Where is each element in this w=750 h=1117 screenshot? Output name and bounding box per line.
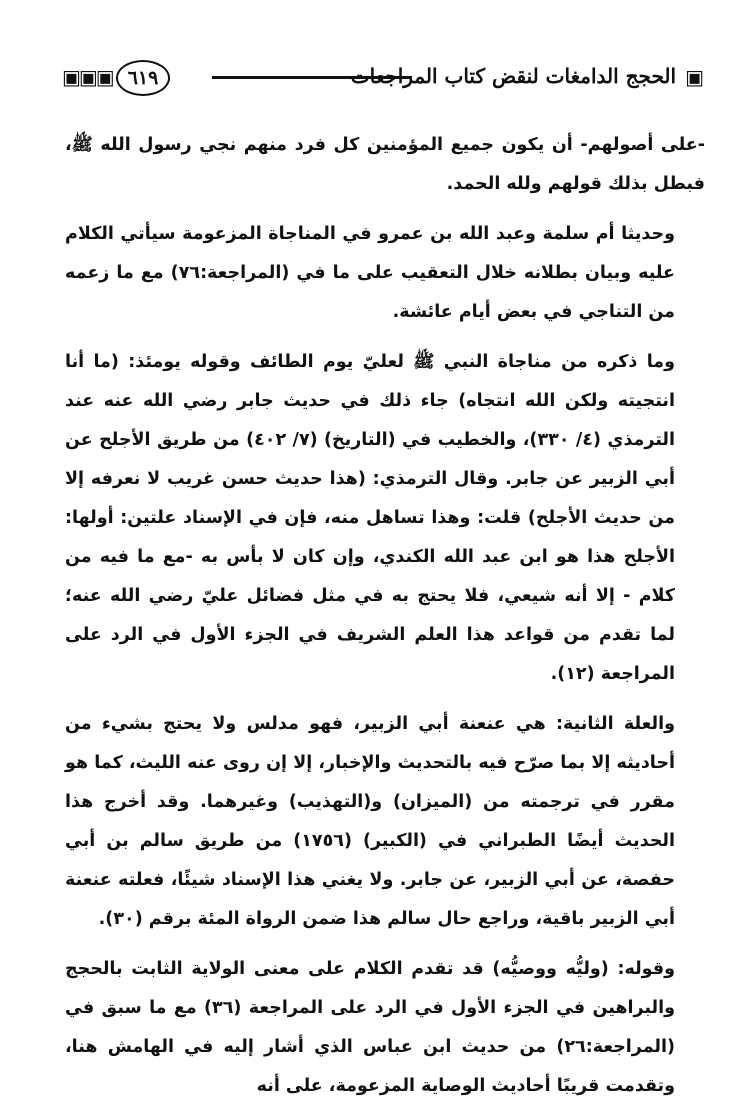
page-number: ٦١٩	[116, 60, 170, 96]
paragraph-5: وقوله: (وليُّه ووصيُّه) قد تقدم الكلام على معنى الولاية الثابت بالحجج والبراهين في الجزء الأول في الرد على المراجعة (٣٦) مع ما سبق في (المراجعة:٢٦) من حديث ابن عباس الذي أشار إليه في الهامش هنا، وتقدمت قريبًا أحاديث الوصاية المزعومة، على أنه	[65, 959, 675, 1096]
ornament-left-icon: ▣▣▣	[62, 65, 113, 89]
paragraph-2: وحديثا أم سلمة وعبد الله بن عمرو في المناجاة المزعومة سيأتي الكلام عليه وبيان بطلانه خلال التعقيب على ما في (المراجعة:٧٦) مع ما زعمه من التناجي في بعض أيام عائشة.	[65, 224, 675, 322]
page-body	[65, 126, 705, 1117]
paragraph-1: -على أصولهم- أن يكون جميع المؤمنين كل فرد منهم نجي رسول الله ﷺ، فبطل بذلك قولهم ولله الحمد.	[65, 135, 705, 194]
page-header	[62, 56, 702, 98]
paragraph-3: وما ذكره من مناجاة النبي ﷺ لعليّ يوم الطائف وقوله يومئذ: (ما أنا انتجيته ولكن الله انتجاه) جاء ذلك في حديث جابر رضي الله عنه عند الترمذي (٤/ ٣٣٠)، والخطيب في (التاريخ) (٧/ ٤٠٢) من طريق الأجلح عن أبي الزبير عن جابر. وقال الترمذي: (هذا حديث حسن غريب لا نعرفه إلا من حديث الأجلح) قلت: وهذا تساهل منه، فإن في الإسناد علتين: أولها: الأجلح هذا هو ابن عبد الله الكندي، وإن كان لا بأس به -مع ما فيه من كلام - إلا أنه شيعي، فلا يحتج به في مثل فضائل عليّ رضي الله عنه؛ لما تقدم من قواعد هذا العلم الشريف في الجزء الأول في الرد على المراجعة (١٢).	[65, 352, 675, 684]
paragraph-4: والعلة الثانية: هي عنعنة أبي الزبير، فهو مدلس ولا يحتج بشيء من أحاديثه إلا بما صرّح فيه بالتحديث والإخبار، إلا إن روى عنه الليث، كما هو مقرر في ترجمته من (الميزان) و(التهذيب) وغيرهما. وقد أخرج هذا الحديث أيضًا الطبراني في (الكبير) (١٧٥٦) من طريق سالم بن أبي حفصة، عن أبي الزبير، عن جابر. ولا يغني هذا الإسناد شيئًا، فعلته عنعنة أبي الزبير باقية، وراجع حال سالم هذا ضمن الرواة المئة برقم (٣٠).	[65, 714, 675, 929]
running-title: الحجج الدامغات لنقض كتاب المراجعات	[350, 64, 676, 88]
ornament-right-icon: ▣	[685, 65, 702, 89]
